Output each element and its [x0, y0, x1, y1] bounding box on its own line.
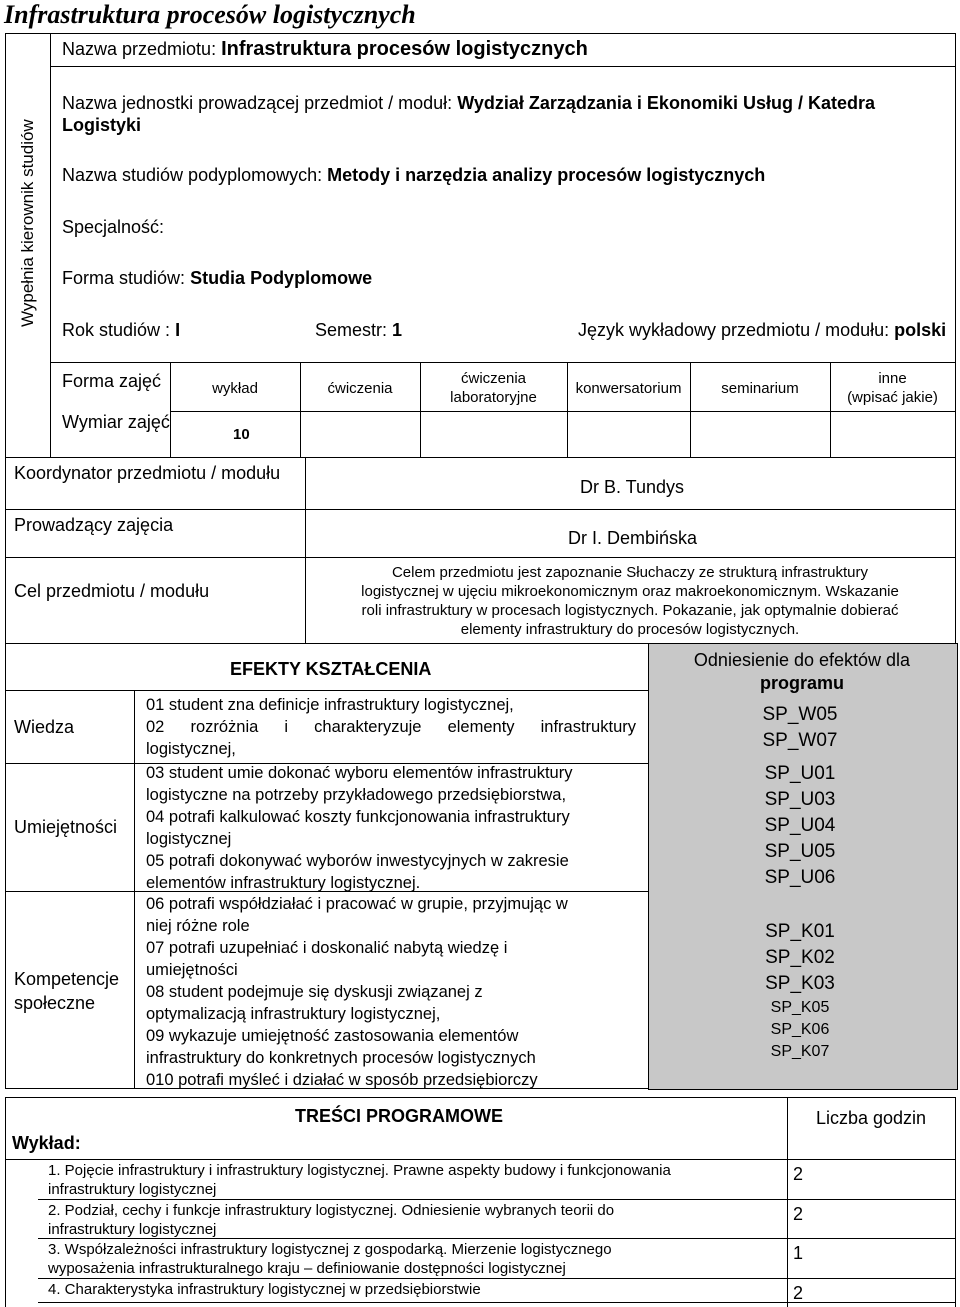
semester-label: Semestr: [315, 320, 388, 340]
language-value: polski [894, 320, 947, 340]
ref-code: SP_U03 [764, 789, 836, 810]
topic-2-line-2: infrastruktury logistycznej [48, 1221, 217, 1238]
contents-header: TREŚCI PROGRAMOWE [295, 1106, 504, 1126]
study-form-value: Studia Podyplomowe [190, 268, 373, 288]
topic-2-hours: 2 [793, 1204, 804, 1224]
studies-value: Metody i narzędzia analizy procesów logistycznych [327, 165, 766, 185]
skills-label: Umiejętności [14, 817, 118, 837]
goal-line-3: roli infrastruktury w procesach logistycznych. Pokazanie, jak optymalnie dobierać [361, 602, 899, 619]
skills-effect-5: 05 potrafi dokonywać wyborów inwestycyjnych w zakresie [146, 852, 569, 870]
competence-effect-1: 06 potrafi współdziałać i pracować w grupie, przyjmując w [146, 895, 568, 913]
ref-code: SP_U05 [764, 841, 836, 862]
unit-label: Nazwa jednostki prowadzącej przedmiot / moduł: [62, 93, 453, 113]
topic-3-line-1: 3. Współzależności infrastruktury logistycznej z gospodarką. Mierzenie logistycznego [48, 1241, 612, 1258]
competence-effect-7: 09 wykazuje umiejętność zastosowania elementów [146, 1027, 519, 1045]
knowledge-effect-2: 02 rozróżnia i charakteryzuje elementy infrastruktury [146, 718, 636, 736]
competence-effect-4: umiejętności [146, 961, 238, 979]
ref-code: SP_K05 [770, 999, 830, 1016]
goal-label: Cel przedmiotu / modułu [14, 581, 210, 601]
goal-line-2: logistycznej w ujęciu mikroekonomicznym oraz makroekonomicznym. Wskazanie [361, 583, 899, 600]
form-seminar: seminarium [721, 380, 799, 397]
semester-row [315, 319, 402, 341]
skills-effect-6: elementów infrastruktury logistycznej. [146, 874, 421, 892]
teacher-label: Prowadzący zajęcia [14, 515, 174, 535]
ref-code: SP_K07 [770, 1043, 830, 1060]
effects-header: EFEKTY KSZTAŁCENIA [230, 659, 432, 679]
teacher-value: Dr I. Dembińska [568, 528, 698, 548]
topic-2-line-1: 2. Podział, cechy i funkcje infrastruktury logistycznej. Odniesienie wybranych teorii do [48, 1202, 615, 1219]
subject-name-value: Infrastruktura procesów logistycznych [221, 38, 588, 60]
skills-effect-2: logistyczne na potrzeby przykładowego przedsiębiorstwa, [146, 786, 567, 804]
skills-effect-3: 04 potrafi kalkulować koszty funkcjonowania infrastruktury [146, 808, 570, 826]
class-hours-label: Wymiar zajęć [62, 412, 170, 432]
competence-effect-6: optymalizacją infrastruktury logistycznej, [146, 1005, 441, 1023]
topic-1-line-1: 1. Pojęcie infrastruktury i infrastruktury logistycznej. Prawne aspekty budowy i funkcjonowania [48, 1162, 671, 1179]
studies-row [62, 164, 765, 186]
semester-value: 1 [392, 320, 403, 340]
studies-label: Nazwa studiów podyplomowych: [62, 165, 323, 185]
ref-code: SP_K01 [765, 921, 835, 942]
competence-effect-9: 010 potrafi myśleć i działać w sposób przedsiębiorczy [146, 1071, 538, 1089]
lecture-hours: 10 [233, 426, 250, 443]
side-label: Wypełnia kierownik studiów [18, 119, 37, 327]
year-value: I [175, 320, 181, 340]
competence-effect-3: 07 potrafi uzupełniać i doskonalić nabytą wiedzę i [146, 939, 508, 957]
goal-line-1: Celem przedmiotu jest zapoznanie Słuchaczy ze strukturą infrastruktury [391, 564, 869, 581]
reference-header-2: programu [759, 673, 844, 693]
ref-code: SP_K06 [770, 1021, 830, 1038]
form-other-2: (wpisać jakie) [847, 389, 938, 406]
form-exercises: ćwiczenia [327, 380, 393, 397]
topic-1-hours: 2 [793, 1164, 804, 1184]
form-lecture: wykład [212, 380, 258, 397]
competence-effect-8: infrastruktury do konkretnych procesów logistycznych [146, 1049, 536, 1067]
language-label: Język wykładowy przedmiotu / modułu: [578, 320, 890, 340]
competence-effect-5: 08 student podejmuje się dyskusji związanej z [146, 983, 483, 1001]
class-form-label: Forma zajęć [62, 371, 162, 391]
unit-value-cont: Logistyki [62, 115, 142, 135]
study-form-row [62, 267, 372, 289]
form-lab-2: laboratoryjne [450, 389, 537, 406]
competence-effect-2: niej różne role [146, 917, 250, 935]
subject-name-row [62, 38, 588, 60]
topic-3-hours: 1 [793, 1243, 804, 1263]
topic-4-line-1: 4. Charakterystyka infrastruktury logistycznej w przedsiębiorstwie [48, 1281, 481, 1298]
hours-header: Liczba godzin [815, 1108, 927, 1128]
ref-code: SP_W05 [762, 704, 838, 725]
ref-code: SP_U04 [764, 815, 836, 836]
competences-label-1: Kompetencje [14, 969, 120, 989]
year-row [62, 319, 180, 341]
topic-4-hours: 2 [793, 1283, 804, 1303]
knowledge-effect-1: 01 student zna definicje infrastruktury logistycznej, [146, 696, 514, 714]
document-title: Infrastruktura procesów logistycznych [4, 0, 416, 29]
lecture-label: Wykład: [12, 1133, 81, 1153]
ref-code: SP_K02 [765, 947, 835, 968]
ref-code: SP_U01 [764, 763, 836, 784]
ref-code: SP_W07 [762, 730, 838, 751]
coordinator-label: Koordynator przedmiotu / modułu [14, 463, 281, 483]
form-other-1: inne [878, 370, 907, 387]
year-label: Rok studiów : [62, 320, 171, 340]
study-form-label: Forma studiów: [62, 268, 186, 288]
form-lab-1: ćwiczenia [460, 370, 527, 387]
reference-header-1: Odniesienie do efektów dla [693, 650, 911, 670]
language-row [578, 319, 946, 341]
ref-code: SP_K03 [765, 973, 835, 994]
knowledge-effect-3: logistycznej, [146, 740, 236, 758]
ref-code: SP_U06 [764, 867, 836, 888]
unit-value: Wydział Zarządzania i Ekonomiki Usług / Katedra [457, 93, 875, 113]
goal-line-4: elementy infrastruktury do procesów logistycznych. [460, 621, 800, 638]
competences-label-2: społeczne [14, 993, 96, 1013]
skills-effect-1: 03 student umie dokonać wyboru elementów infrastruktury [146, 764, 573, 782]
knowledge-label: Wiedza [14, 717, 75, 737]
skills-effect-4: logistycznej [146, 830, 232, 848]
coordinator-value: Dr B. Tundys [580, 477, 685, 497]
topic-1-line-2: infrastruktury logistycznej [48, 1181, 217, 1198]
form-conversatory: konwersatorium [575, 380, 682, 397]
subject-name-label: Nazwa przedmiotu: [62, 39, 217, 59]
specialty-label: Specjalność: [62, 217, 165, 237]
unit-row [62, 92, 875, 114]
topic-3-line-2: wyposażenia infrastrukturalnego kraju – definiowanie dostępności logistycznej [48, 1260, 566, 1277]
